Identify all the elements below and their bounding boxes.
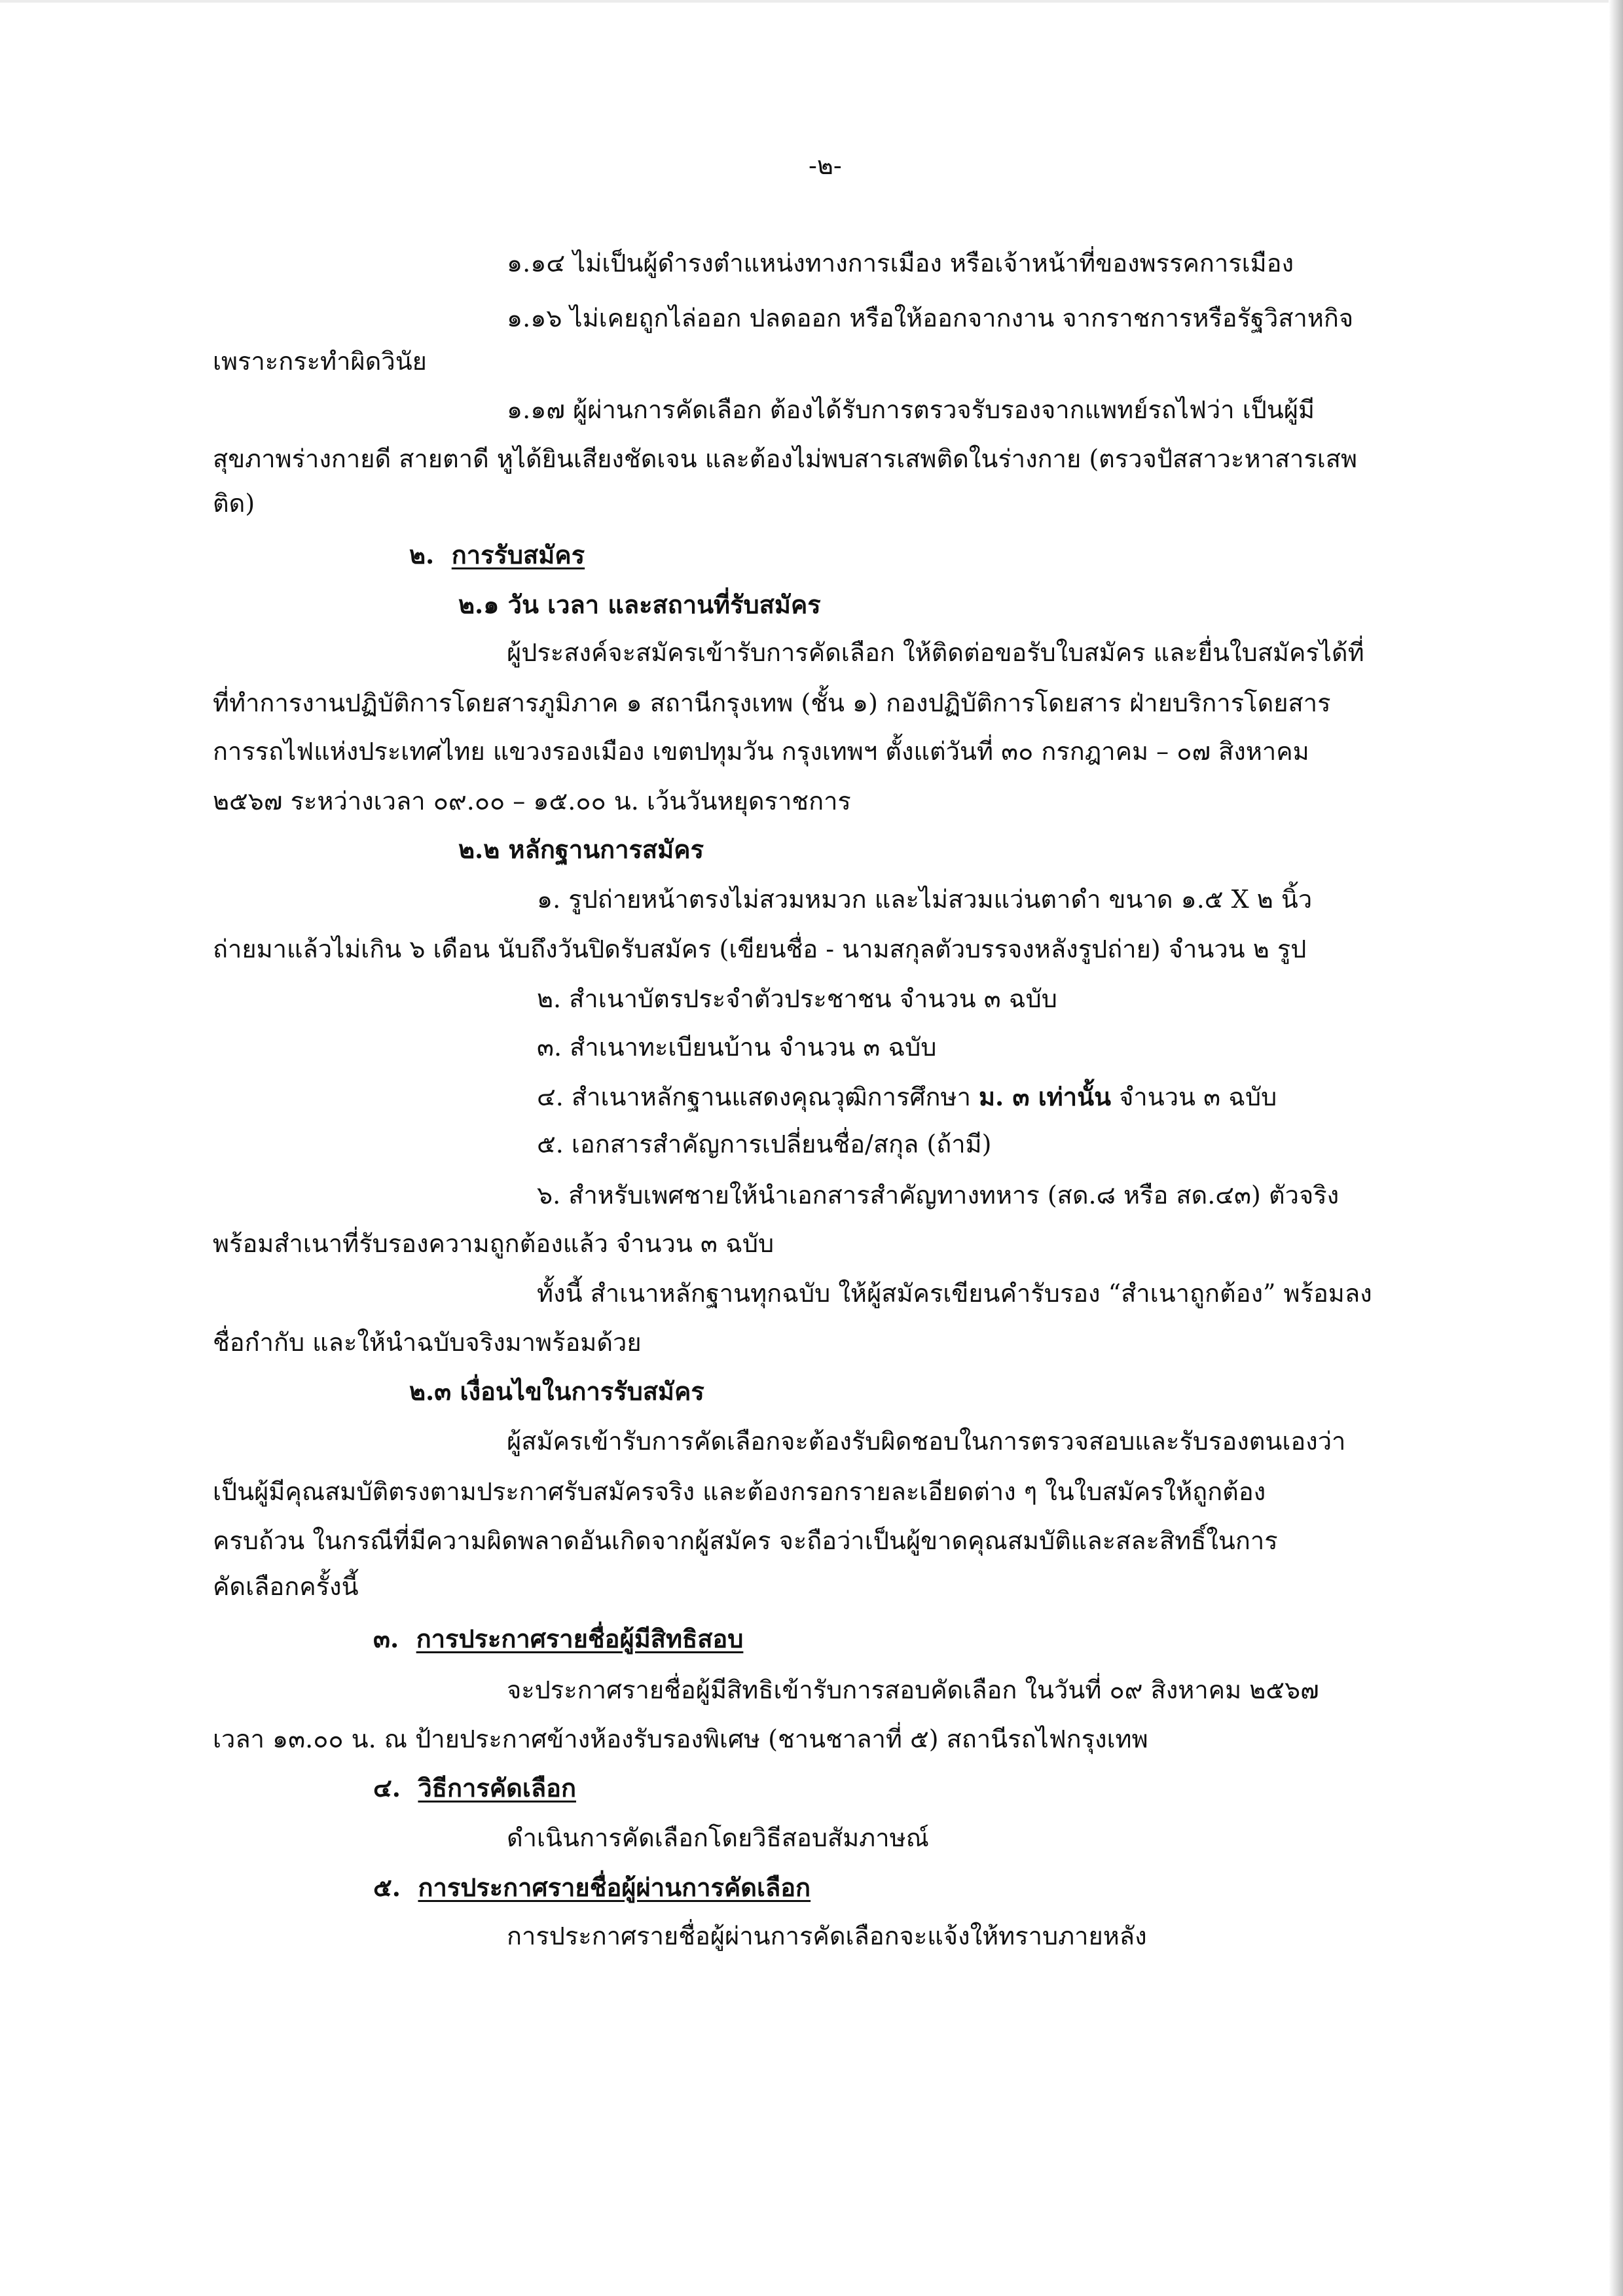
- evidence-6-line2: พร้อมสำเนาที่รับรองความถูกต้องแล้ว จำนวน ๓ ฉบับ: [213, 1229, 775, 1258]
- section-5-line1: การประกาศรายชื่อผู้ผ่านการคัดเลือกจะแจ้งให้ทราบภายหลัง: [507, 1922, 1147, 1950]
- scan-edge-right: [1609, 0, 1623, 2296]
- section-4-line1: ดำเนินการคัดเลือกโดยวิธีสอบสัมภาษณ์: [507, 1823, 929, 1852]
- evidence-6-line1: ๖. สำหรับเพศชายให้นำเอกสารสำคัญทางทหาร (สด.๘ หรือ สด.๔๓) ตัวจริง: [537, 1181, 1340, 1210]
- section-2-2-title: ๒.๒ หลักฐานการสมัคร: [458, 834, 704, 864]
- section-2-heading: [409, 538, 585, 572]
- section-4-heading: [373, 1771, 576, 1805]
- page-number: -๒-: [809, 151, 842, 180]
- section-2-3-line2: เป็นผู้มีคุณสมบัติตรงตามประกาศรับสมัครจริง และต้องกรอกรายละเอียดต่าง ๆ ในใบสมัครให้ถูกต้อง: [213, 1477, 1266, 1506]
- section-3-line1: จะประกาศรายชื่อผู้มีสิทธิเข้ารับการสอบคัดเลือก ในวันที่ ๐๙ สิงหาคม ๒๕๖๗: [507, 1676, 1319, 1704]
- section-2-title: การรับสมัคร: [451, 540, 585, 569]
- section-2-1-line1: ผู้ประสงค์จะสมัครเข้ารับการคัดเลือก ให้ติดต่อขอรับใบสมัคร และยื่นใบสมัครได้ที่: [507, 638, 1364, 667]
- evidence-1-line1: ๑. รูปถ่ายหน้าตรงไม่สวมหมวก และไม่สวมแว่นตาดำ ขนาด ๑.๕ X ๒ นิ้ว: [537, 885, 1313, 914]
- evidence-1-line2: ถ่ายมาแล้วไม่เกิน ๖ เดือน นับถึงวันปิดรับสมัคร (เขียนชื่อ - นามสกุลตัวบรรจงหลังรูปถ่าย) จำนวน ๒ รูป: [213, 935, 1307, 963]
- section-2-1-line4: ๒๕๖๗ ระหว่างเวลา ๐๙.๐๐ – ๑๕.๐๐ น. เว้นวันหยุดราชการ: [213, 787, 851, 816]
- evidence-4-text: ๔. สำเนาหลักฐานแสดงคุณวุฒิการศึกษา: [537, 1083, 979, 1111]
- section-2-3-line4: คัดเลือกครั้งนี้: [213, 1572, 359, 1601]
- item-1-16-line2: เพราะกระทำผิดวินัย: [213, 347, 427, 376]
- section-2-3-line3: ครบถ้วน ในกรณีที่มีความผิดพลาดอันเกิดจากผู้สมัคร จะถือว่าเป็นผู้ขาดคุณสมบัติและสละสิทธิ์ในการ: [213, 1526, 1278, 1555]
- section-2-number: ๒.: [409, 540, 435, 569]
- section-2-1-line3: การรถไฟแห่งประเทศไทย แขวงรองเมือง เขตปทุมวัน กรุงเทพฯ ตั้งแต่วันที่ ๓๐ กรกฎาคม – ๐๗ สิงหาคม: [213, 737, 1309, 766]
- evidence-4: [537, 1080, 1277, 1114]
- scan-edge-top: [0, 0, 1623, 3]
- section-5-title: การประกาศรายชื่อผู้ผ่านการคัดเลือก: [418, 1873, 811, 1902]
- evidence-4-emphasis: ม. ๓ เท่านั้น: [978, 1082, 1112, 1111]
- section-2-3-line1: ผู้สมัครเข้ารับการคัดเลือกจะต้องรับผิดชอบในการตรวจสอบและรับรองตนเองว่า: [507, 1427, 1346, 1456]
- evidence-4-count: จำนวน ๓ ฉบับ: [1111, 1083, 1277, 1111]
- evidence-5: ๕. เอกสารสำคัญการเปลี่ยนชื่อ/สกุล (ถ้ามี): [537, 1130, 992, 1158]
- section-2-1-line2: ที่ทำการงานปฏิบัติการโดยสารภูมิภาค ๑ สถานีกรุงเทพ (ชั้น ๑) กองปฏิบัติการโดยสาร ฝ่ายบริการโดยสาร: [213, 689, 1331, 717]
- item-1-17-line1: ๑.๑๗ ผู้ผ่านการคัดเลือก ต้องได้รับการตรวจรับรองจากแพทย์รถไฟว่า เป็นผู้มี: [507, 395, 1315, 424]
- item-1-14: ๑.๑๔ ไม่เป็นผู้ดำรงตำแหน่งทางการเมือง หรือเจ้าหน้าที่ของพรรคการเมือง: [507, 249, 1294, 278]
- section-3-heading: [373, 1622, 743, 1656]
- item-1-17-line2: สุขภาพร่างกายดี สายตาดี หูได้ยินเสียงชัดเจน และต้องไม่พบสารเสพติดในร่างกาย (ตรวจปัสสาวะหาสารเสพ: [213, 444, 1357, 473]
- evidence-3: ๓. สำเนาทะเบียนบ้าน จำนวน ๓ ฉบับ: [537, 1033, 937, 1062]
- item-1-17-line3: ติด): [213, 489, 255, 518]
- section-3-line2: เวลา ๑๓.๐๐ น. ณ ป้ายประกาศข้างห้องรับรองพิเศษ (ชานชาลาที่ ๕) สถานีรถไฟกรุงเทพ: [213, 1725, 1148, 1753]
- section-2-1-title: ๒.๑ วัน เวลา และสถานที่รับสมัคร: [458, 590, 821, 619]
- section-5-heading: [373, 1871, 811, 1905]
- section-3-number: ๓.: [373, 1624, 399, 1653]
- section-4-title: วิธีการคัดเลือก: [418, 1773, 576, 1803]
- section-3-title: การประกาศรายชื่อผู้มีสิทธิสอบ: [416, 1624, 744, 1653]
- section-2-3-title: ๒.๓ เงื่อนไขในการรับสมัคร: [409, 1376, 704, 1406]
- section-4-number: ๔.: [373, 1773, 401, 1803]
- evidence-note-line1: ทั้งนี้ สำเนาหลักฐานทุกฉบับ ให้ผู้สมัครเขียนคำรับรอง “สำเนาถูกต้อง” พร้อมลง: [537, 1279, 1372, 1308]
- item-1-16-line1: ๑.๑๖ ไม่เคยถูกไล่ออก ปลดออก หรือให้ออกจากงาน จากราชการหรือรัฐวิสาหกิจ: [507, 304, 1354, 332]
- evidence-2: ๒. สำเนาบัตรประจำตัวประชาชน จำนวน ๓ ฉบับ: [537, 984, 1057, 1013]
- section-5-number: ๕.: [373, 1873, 401, 1902]
- evidence-note-line2: ชื่อกำกับ และให้นำฉบับจริงมาพร้อมด้วย: [213, 1328, 642, 1357]
